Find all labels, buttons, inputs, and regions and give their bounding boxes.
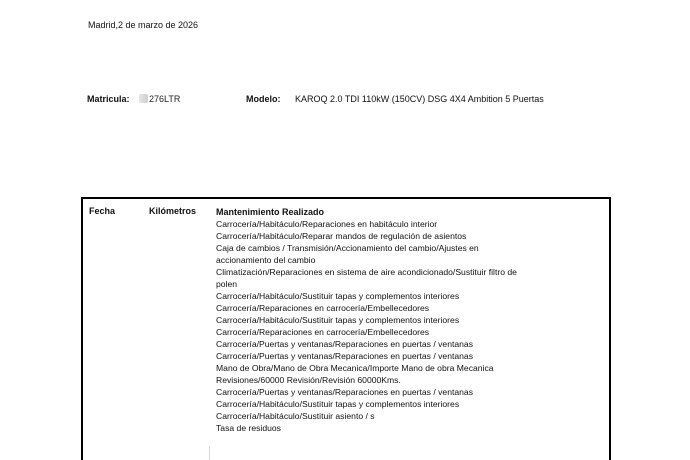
maintenance-item: Revisiones/60000 Revisión/Revisión 60000Kms.	[216, 375, 401, 385]
modelo-label: Modelo:	[246, 94, 281, 104]
maintenance-item: Carrocería/Habitáculo/Sustituir tapas y complementos interiores	[216, 315, 460, 325]
redacted-plate-mark	[139, 94, 148, 103]
maintenance-item: polen	[216, 279, 238, 289]
maintenance-list	[216, 218, 546, 434]
maintenance-item: Caja de cambios / Transmisión/Accionamiento del cambio/Ajustes en	[216, 243, 479, 253]
maintenance-item: Carrocería/Habitáculo/Sustituir asiento / s	[216, 411, 375, 421]
matricula-value: 276LTR	[149, 94, 181, 104]
maintenance-column	[216, 206, 546, 434]
maintenance-item: Carrocería/Reparaciones en carrocería/Embellecedores	[216, 303, 430, 313]
maintenance-item: Climatización/Reparaciones en sistema de aire acondicionado/Sustituir filtro de	[216, 267, 517, 277]
maintenance-table	[81, 197, 611, 460]
matricula-field	[139, 94, 180, 104]
maintenance-item: Carrocería/Habitáculo/Reparaciones en habitáculo interior	[216, 219, 438, 229]
kilometros-header: Kilómetros	[149, 206, 197, 216]
document-date: Madrid,2 de marzo de 2026	[88, 20, 199, 30]
maintenance-item: Carrocería/Habitáculo/Sustituir tapas y complementos interiores	[216, 291, 460, 301]
maintenance-item: Carrocería/Habitáculo/Sustituir tapas y complementos interiores	[216, 399, 460, 409]
maintenance-item: Carrocería/Puertas y ventanas/Reparaciones en puertas / ventanas	[216, 339, 474, 349]
modelo-value: KAROQ 2.0 TDI 110kW (150CV) DSG 4X4 Ambition 5 Puertas	[295, 94, 544, 104]
maintenance-item: Carrocería/Reparaciones en carrocería/Embellecedores	[216, 327, 430, 337]
maintenance-item: Carrocería/Habitáculo/Reparar mandos de regulación de asientos	[216, 231, 467, 241]
fecha-header: Fecha	[89, 206, 116, 216]
column-divider	[209, 446, 210, 460]
maintenance-item: Carrocería/Puertas y ventanas/Reparaciones en puertas / ventanas	[216, 351, 474, 361]
mantenimiento-header: Mantenimiento Realizado	[216, 207, 325, 217]
maintenance-item: Tasa de residuos	[216, 423, 281, 433]
maintenance-item: Carrocería/Puertas y ventanas/Reparaciones en puertas / ventanas	[216, 387, 474, 397]
maintenance-item: Mano de Obra/Mano de Obra Mecanica/Importe Mano de obra Mecanica	[216, 363, 494, 373]
maintenance-item: accionamiento del cambio	[216, 255, 316, 265]
matricula-label: Matricula:	[87, 94, 130, 104]
